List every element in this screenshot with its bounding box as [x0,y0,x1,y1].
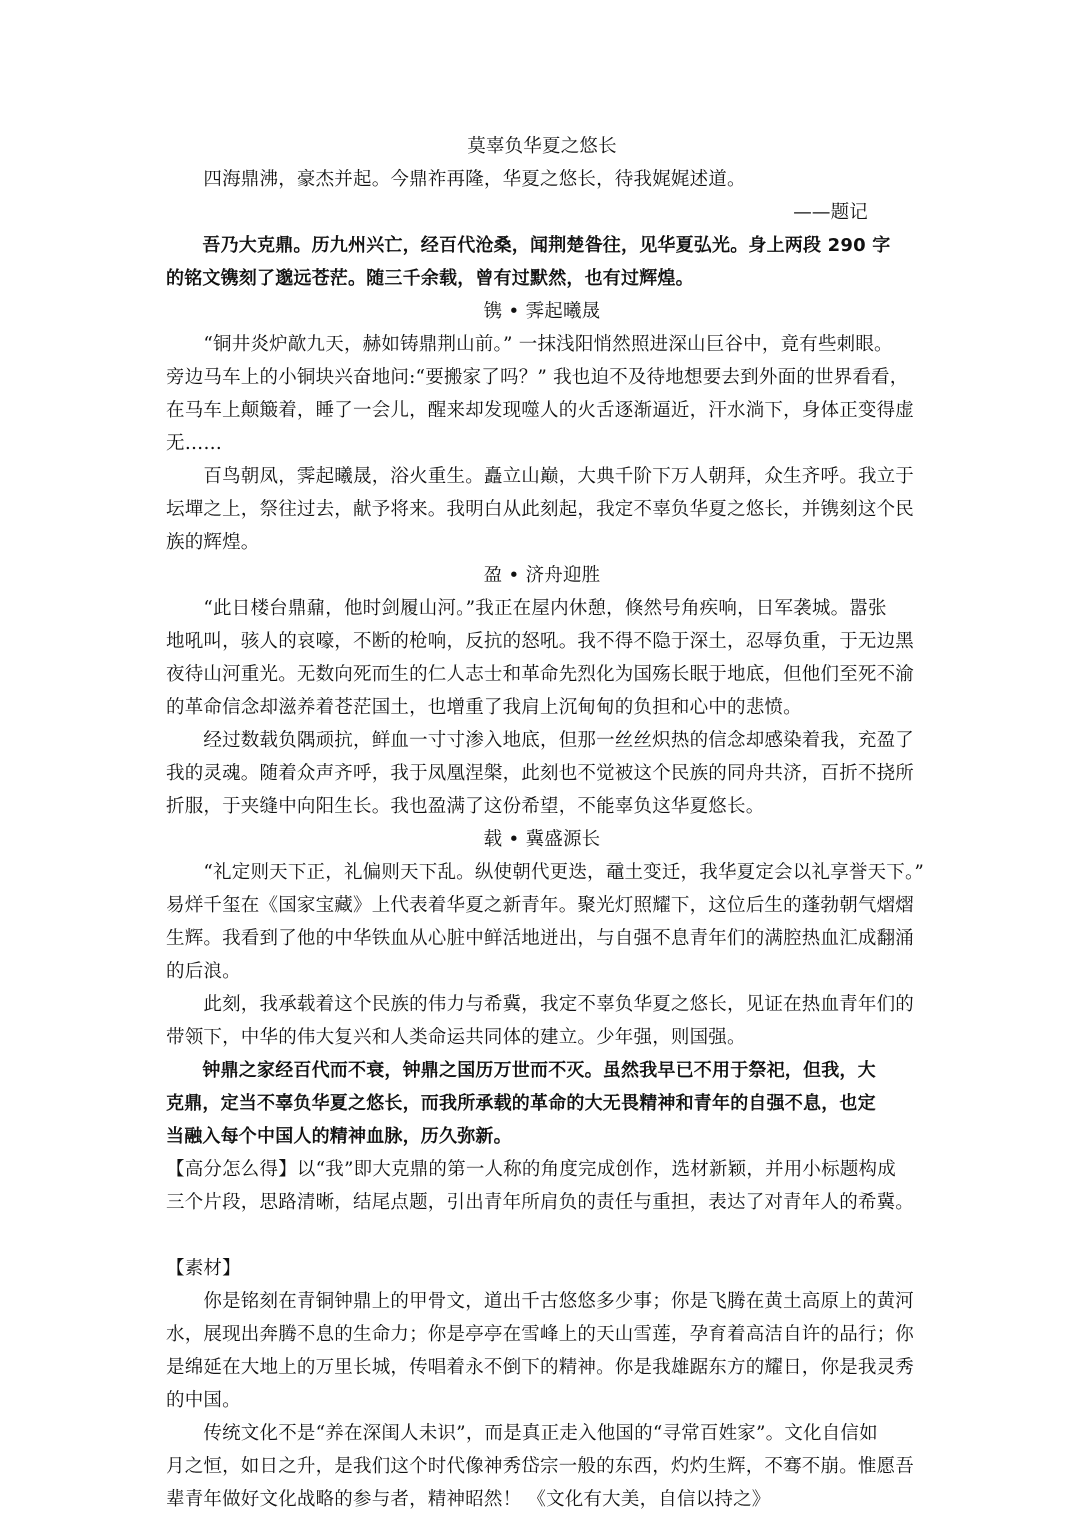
paragraph-line: 易烊千玺在《国家宝藏》上代表着华夏之新青年。聚光灯照耀下，这位后生的蓬勃朝气熠熠 [166,895,915,916]
intro-line: 四海鼎沸，豪杰并起。今鼎祚再隆，华夏之悠长，待我娓娓述道。 [166,169,746,190]
paragraph-line: 无…… [166,433,223,454]
material-label: 【素材】 [166,1258,241,1279]
spacer [166,1219,918,1252]
paragraph-line: 的后浪。 [166,961,241,982]
material-line: 传统文化不是“养在深闺人未识”，而是真正走入他国的“寻常百姓家”。文化自信如 [166,1423,878,1444]
closing-bold-line: 当融入每个中国人的精神血脉，历久弥新。 [166,1126,512,1147]
material-line: 水，展现出奔腾不息的生命力；你是亭亭在雪峰上的天山雪莲，孕育着高洁自许的品行；你 [166,1324,915,1345]
closing-bold-line: 克鼎，定当不辜负华夏之悠长，而我所承载的革命的大无畏精神和青年的自强不息，也定 [166,1093,876,1114]
opening-bold-line: 的铭文镌刻了邈远苍茫。随三千余载，曾有过默然，也有过辉煌。 [166,268,694,289]
paragraph-line: 此刻，我承载着这个民族的伟力与希冀，我定不辜负华夏之悠长，见证在热血青年们的 [166,994,915,1015]
comment-line: 三个片段，思路清晰，结尾点题，引出青年所肩负的责任与重担，表达了对青年人的希冀。 [166,1192,915,1213]
paragraph-line: 生辉。我看到了他的中华铁血从心脏中鲜活地迸出，与自强不息青年们的满腔热血汇成翻涌 [166,928,915,949]
opening-bold-line: 吾乃大克鼎。历九州兴亡，经百代沧桑，闻荆楚昝往，见华夏弘光。身上两段 290 字 [166,235,891,256]
section-heading: 镌 • 霁起曦晟 [483,301,601,322]
paragraph-line: 族的辉煌。 [166,532,260,553]
paragraph-line: 夜待山河重光。无数向死而生的仁人志士和革命先烈化为国殇长眠于地底，但他们至死不渝 [166,664,915,685]
paragraph-line: 旁边马车上的小铜块兴奋地问:“要搬家了吗？” 我也迫不及待地想要去到外面的世界看看， [166,367,909,388]
material-line: 是绵延在大地上的万里长城，传唱着永不倒下的精神。你是我雄踞东方的耀日，你是我灵秀 [166,1357,915,1378]
paragraph-line: 带领下，中华的伟大复兴和人类命运共同体的建立。少年强，则国强。 [166,1027,746,1048]
paragraph-line: 坛墠之上，祭往过去，献予将来。我明白从此刻起，我定不辜负华夏之悠长，并镌刻这个民 [166,499,915,520]
comment-line: 【高分怎么得】以“我”即大克鼎的第一人称的角度完成创作，选材新颖，并用小标题构成 [166,1159,896,1180]
material-line: 的中国。 [166,1390,241,1411]
inscription-signature: ——题记 [793,202,868,223]
paragraph-line: 我的灵魂。随着众声齐呼，我于凤凰涅槃，此刻也不觉被这个民族的同舟共济，百折不挠所 [166,763,915,784]
paragraph-line: 地吼叫，骇人的哀嚎，不断的枪响，反抗的怒吼。我不得不隐于深土，忍辱负重，于无边黑 [166,631,915,652]
material-line: 你是铭刻在青铜钟鼎上的甲骨文，道出千古悠悠多少事；你是飞腾在黄土高原上的黄河 [166,1291,915,1312]
paragraph-line: 折服，于夹缝中向阳生长。我也盈满了这份希望，不能辜负这华夏悠长。 [166,796,765,817]
material-line: 月之恒，如日之升，是我们这个时代像神秀岱宗一般的东西，灼灼生辉，不骞不崩。惟愿吾 [166,1456,915,1477]
paragraph-line: 的革命信念却滋养着苍茫国土，也增重了我肩上沉甸甸的负担和心中的悲愤。 [166,697,802,718]
paragraph-line: “铜井炎炉歊九天，赫如铸鼎荆山前。” 一抹浅阳悄然照进深山巨谷中，竟有些刺眼。 [166,334,893,355]
paragraph-line: 经过数载负隅顽抗，鲜血一寸寸渗入地底，但那一丝丝炽热的信念却感染着我，充盈了 [166,730,915,751]
section-heading: 盈 • 济舟迎胜 [483,565,601,586]
essay-title: 莫辜负华夏之悠长 [467,136,617,157]
paragraph-line: “此日楼台鼎鼐，他时剑履山河。”我正在屋内休憩，倏然号角疾响，日军袭城。嚣张 [166,598,887,619]
paragraph-line: 百鸟朝凤，霁起曦晟，浴火重生。矗立山巅，大典千阶下万人朝拜，众生齐呼。我立于 [166,466,915,487]
section-heading: 载 • 冀盛源长 [483,829,601,850]
closing-bold-line: 钟鼎之家经百代而不衰，钟鼎之国历万世而不灭。虽然我早已不用于祭祀，但我，大 [166,1060,876,1081]
material-line: 辈青年做好文化战略的参与者，精神昭然！ 《文化有大美，自信以持之》 [166,1489,771,1510]
paragraph-line: “礼定则天下正，礼偏则天下乱。纵使朝代更迭，黿土变迁，我华夏定会以礼享誉天下。” [166,862,925,883]
paragraph-line: 在马车上颠簸着，睡了一会儿，醒来却发现噬人的火舌逐渐逼近，汗水淌下，身体正变得虚 [166,400,915,421]
